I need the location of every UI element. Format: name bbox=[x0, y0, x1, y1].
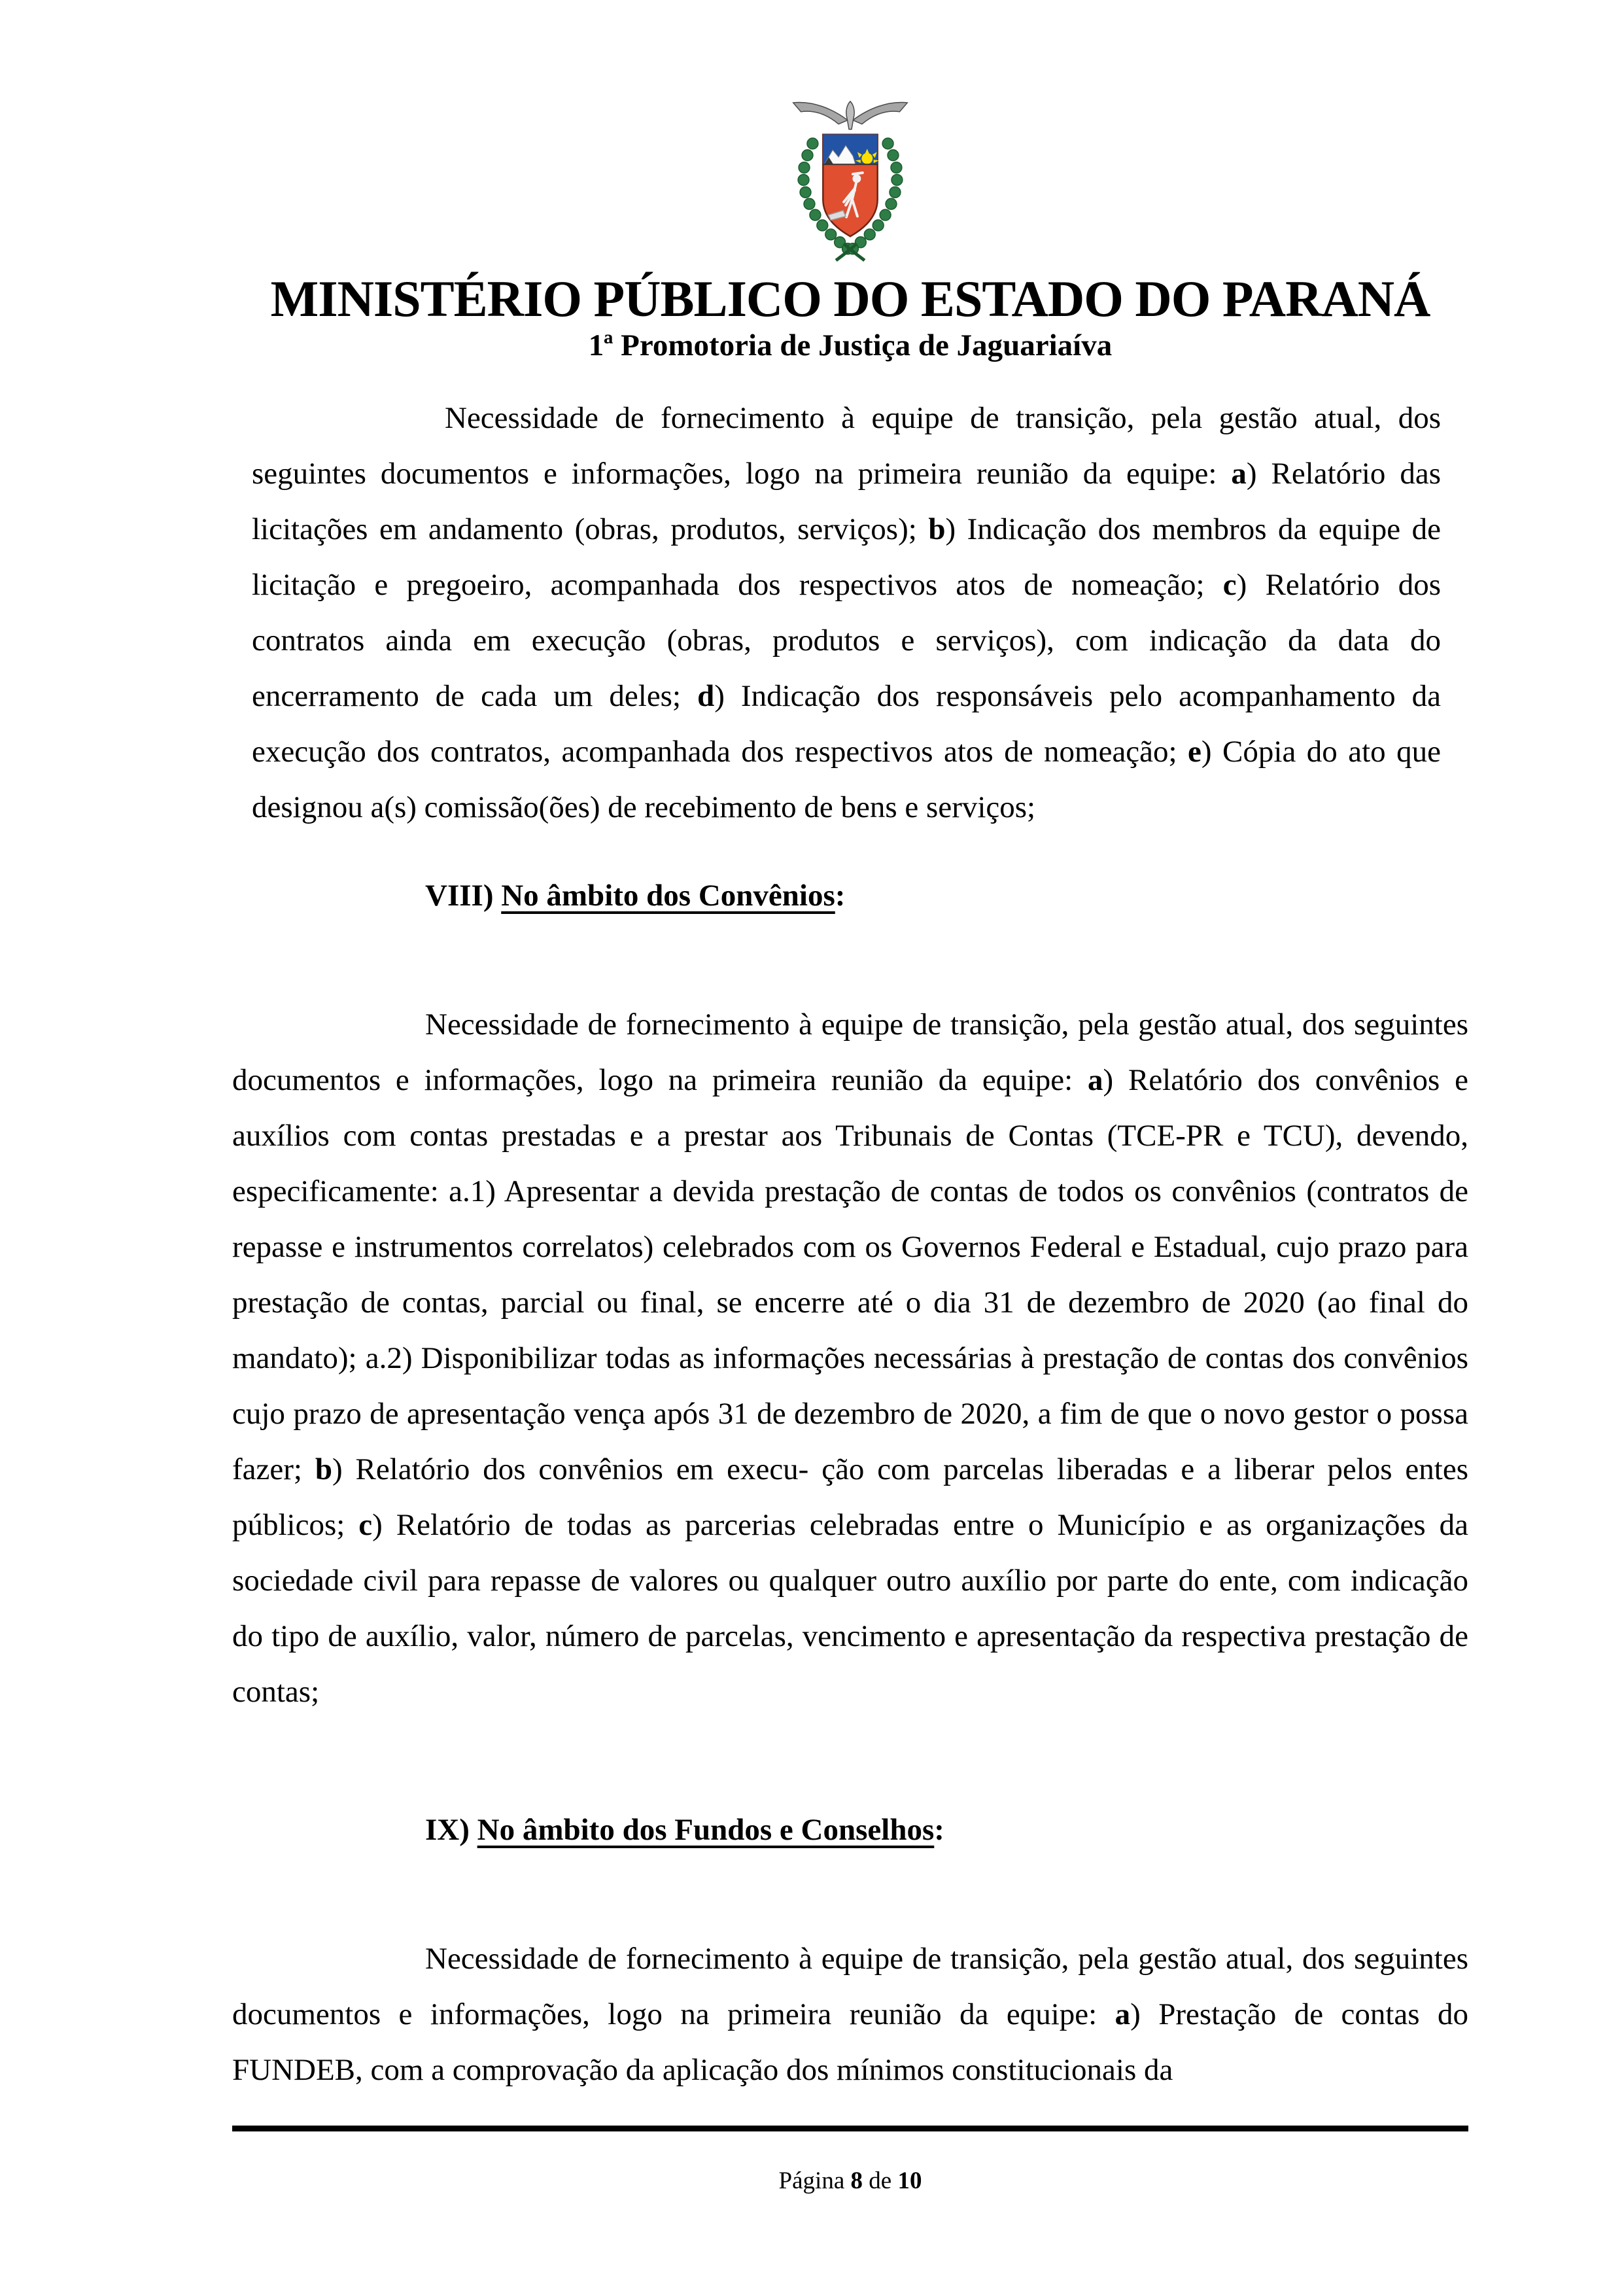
paragraph-licitacoes-documents: Necessidade de fornecimento à equipe de transição, pela gestão atual, dos seguintes documentos e informações, logo na primeira reunião da equipe: a) Relatório das licitações em andamento (obras, produtos, serviços); b) Indicação dos membros da equipe de licitação e pregoeiro, acompanhada dos respectivos atos de nomeação; c) Relatório dos contratos ainda em execução (obras, produtos e serviços), com indicação da data do encerramento de cada um deles; d) Indicação dos responsáveis pelo acompanhamento da execução dos contratos, acompanhada dos respectivos atos de nomeação; e) Cópia do ato que designou a(s) comissão(ões) de recebimento de bens e serviços; bbox=[252, 400, 1442, 824]
paragraph-fundos-documents: Necessidade de fornecimento à equipe de transição, pela gestão atual, dos seguintes documentos e informações, logo na primeira reunião da equipe: a) Prestação de contas do FUNDEB, com a comprovação da aplicação dos mínimos constitucionais da bbox=[232, 1941, 1468, 2087]
paragraph-convenios-documents: Necessidade de fornecimento à equipe de transição, pela gestão atual, dos seguintes documentos e informações, logo na primeira reunião da equipe: a) Relatório dos convênios e auxílios com contas prestadas e a prestar aos Tribunais de Contas (TCE-PR e TCU), devendo, especificamente: a.1) Apresentar a devida prestação de contas de todos os convênios (contratos de repasse e instrumentos correlatos) celebrados com os Governos Federal e Estadual, cujo prazo para prestação de contas, parcial ou final, se encerre até o dia 31 de dezembro de 2020 (ao final do mandato); a.2) Disponibilizar todas as informações necessárias à prestação de contas dos convênios cujo prazo de apresentação vença após 31 de dezembro de 2020, a fim de que o novo gestor o possa fazer; b) Relatório dos convênios em execu- ção com parcelas liberadas e a liberar pelos entes públicos; c) Relatório de todas as parcerias celebradas entre o Município e as organizações da sociedade civil para repasse de valores ou qualquer outro auxílio por parte do ente, com indicação do tipo de auxílio, valor, número de parcelas, vencimento e apresentação da respectiva prestação de contas; bbox=[232, 1007, 1468, 1709]
section-heading-viii-convenios: VIII) No âmbito dos Convênios: bbox=[425, 878, 846, 913]
page-number: Página 8 de 10 bbox=[778, 2167, 922, 2194]
page-content bbox=[0, 97, 1624, 2098]
eagle-icon bbox=[793, 101, 908, 130]
footer-rule bbox=[232, 2126, 1468, 2131]
document-header bbox=[232, 97, 1468, 363]
promotoria-subtitle: 1ª Promotoria de Justiça de Jaguariaíva bbox=[588, 328, 1113, 362]
section-heading-ix-fundos-conselhos: IX) No âmbito dos Fundos e Conselhos: bbox=[425, 1812, 944, 1847]
parana-coat-of-arms bbox=[784, 97, 917, 266]
page-footer bbox=[232, 2126, 1468, 2195]
ministry-title: MINISTÉRIO PÚBLICO DO ESTADO DO PARANÁ bbox=[270, 270, 1430, 327]
